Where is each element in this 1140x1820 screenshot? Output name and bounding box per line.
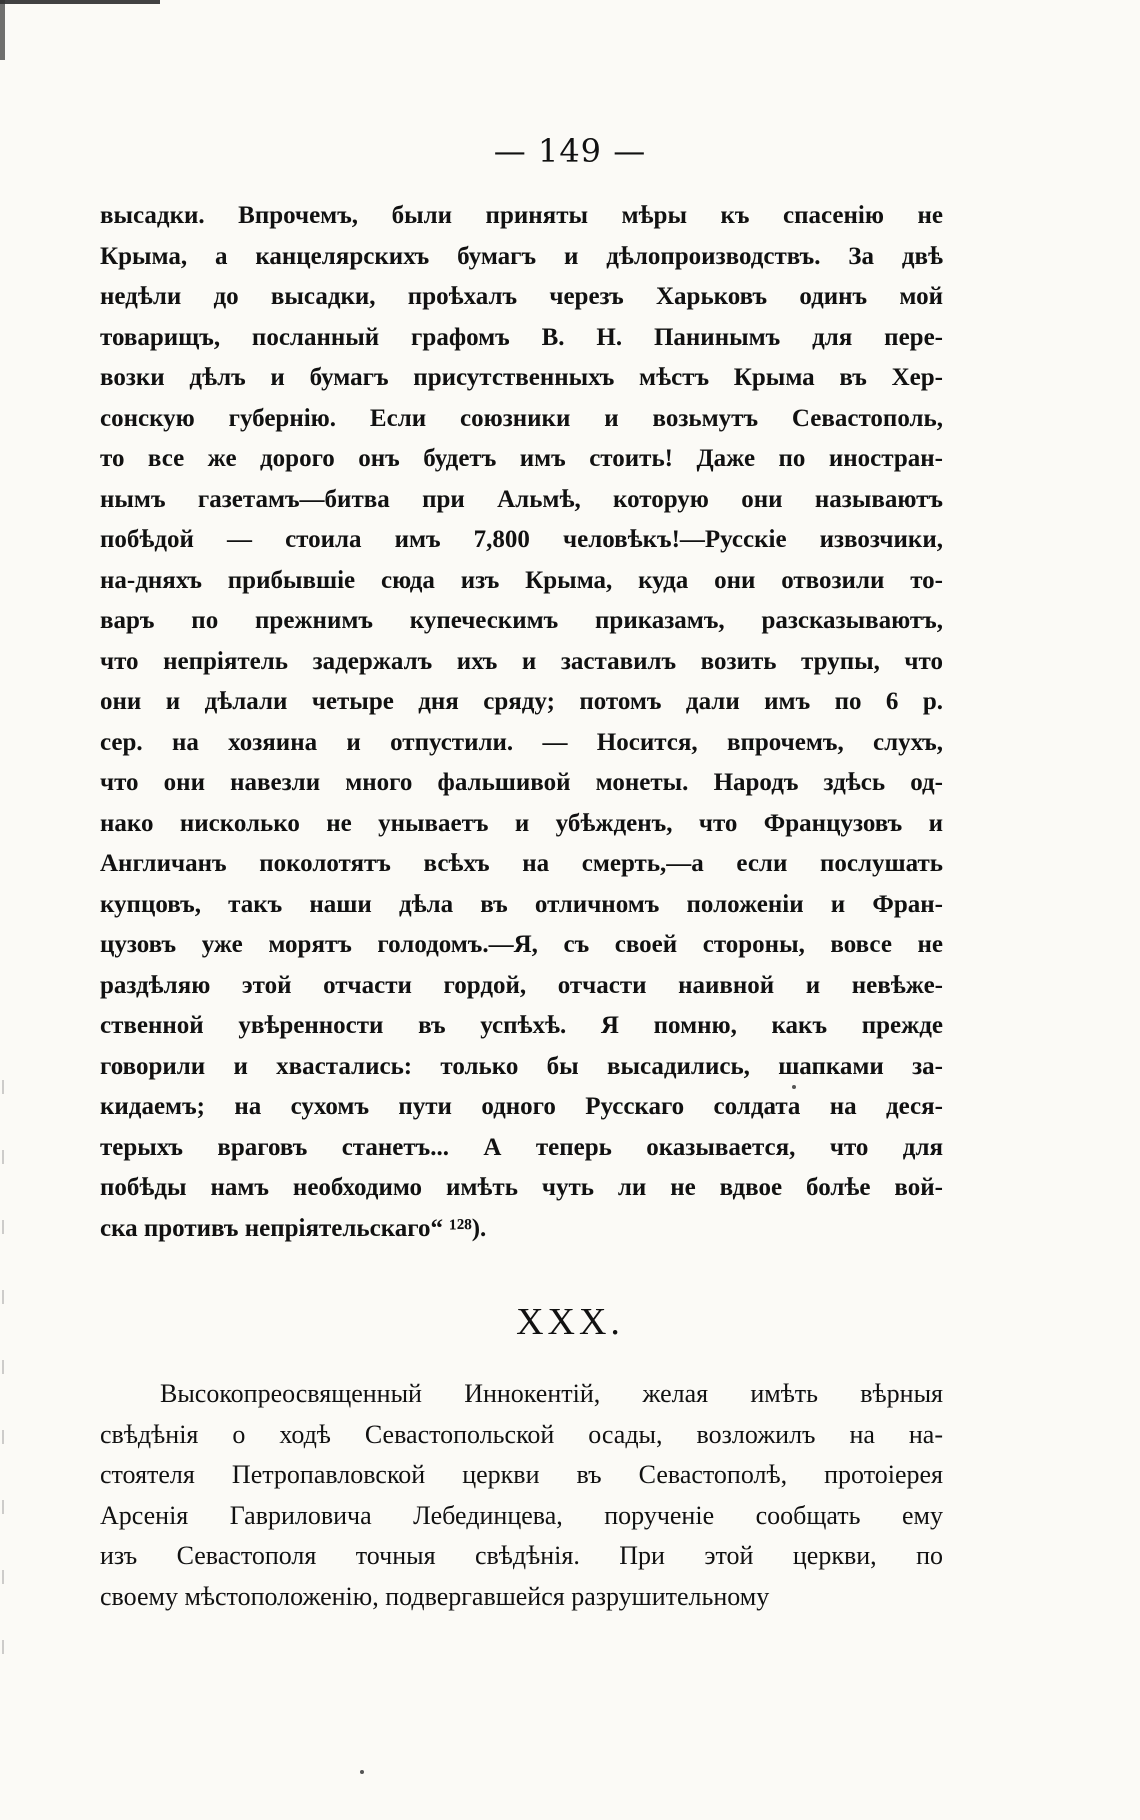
- scan-artifact-top: [0, 0, 160, 14]
- text-line: нако нисколько не унываетъ и убѣжденъ, что Французовъ и: [100, 809, 943, 837]
- text-line: что непріятель задержалъ ихъ и заставилъ возить трупы, что: [100, 647, 943, 675]
- text-line: возки дѣлъ и бумагъ присутственныхъ мѣстъ Крыма въ Хер-: [100, 364, 943, 391]
- paragraph-2: [100, 1374, 943, 1617]
- text-line: свѣдѣнія о ходѣ Севастопольской осады, возложилъ на на-: [100, 1419, 943, 1449]
- text-line: терыхъ враговъ станетъ... А теперь оказывается, что для: [100, 1133, 943, 1161]
- paragraph-1: [100, 196, 943, 1249]
- text-line: Крыма, а канцелярскихъ бумагъ и дѣлопроизводствъ. За двѣ: [100, 242, 943, 270]
- text-line: ственной увѣренности въ успѣхѣ. Я помню, какъ прежде: [100, 1012, 943, 1039]
- scan-artifact-left: [0, 0, 5, 60]
- text-line: побѣды намъ необходимо имѣть чуть ли не вдвое болѣе вой-: [100, 1174, 943, 1201]
- page-number: — 149 —: [493, 132, 647, 170]
- text-line: недѣли до высадки, проѣхалъ черезъ Харьковъ одинъ мой: [100, 283, 943, 310]
- text-line: говорили и хвастались: только бы высадились, шапками за-: [100, 1052, 943, 1080]
- text-line: стоятеля Петропавловской церкви въ Севастополѣ, протоіерея: [100, 1460, 943, 1489]
- text-line: своему мѣстоположенію, подвергавшейся разрушительному: [100, 1581, 770, 1611]
- text-line: ска противъ непріятельскаго“ ¹²⁸).: [100, 1214, 487, 1242]
- text-line: товарищъ, посланный графомъ В. Н. Панинымъ для пере-: [100, 323, 943, 351]
- chapter-heading: XXX.: [516, 1301, 624, 1343]
- text-line: цузовъ уже морятъ голодомъ.—Я, съ своей стороны, вовсе не: [100, 931, 943, 958]
- text-line: сонскую губернію. Если союзники и возьмутъ Севастополь,: [100, 404, 943, 432]
- text-line: варъ по прежнимъ купеческимъ приказамъ, разсказываютъ,: [100, 607, 943, 634]
- text-line: то все же дорого онъ будетъ имъ стоить! Даже по иностран-: [100, 445, 943, 472]
- text-line: Англичанъ поколотятъ всѣхъ на смерть,—а если послушать: [100, 850, 943, 877]
- text-line: побѣдой — стоила имъ 7,800 человѣкъ!—Русскіе извозчики,: [100, 526, 943, 553]
- text-line: Высокопреосвященный Иннокентій, желая имѣть вѣрныя: [160, 1379, 943, 1408]
- text-line: изъ Севастополя точныя свѣдѣнія. При этой церкви, по: [100, 1541, 943, 1570]
- scan-artifact-edge: [2, 1080, 4, 1680]
- text-line: высадки. Впрочемъ, были приняты мѣры къ спасенію не: [100, 202, 943, 229]
- text-line: купцовъ, такъ наши дѣла въ отличномъ положеніи и Фран-: [100, 890, 943, 918]
- text-line: раздѣляю этой отчасти гордой, отчасти наивной и невѣже-: [100, 971, 943, 999]
- scan-speck: [792, 1085, 796, 1089]
- text-line: сер. на хозяина и отпустили. — Носится, впрочемъ, слухъ,: [100, 728, 943, 756]
- text-line: кидаемъ; на сухомъ пути одного Русскаго солдата на деся-: [100, 1093, 943, 1120]
- scan-speck: [360, 1770, 364, 1774]
- text-line: они и дѣлали четыре дня сряду; потомъ дали имъ по 6 р.: [100, 688, 943, 715]
- text-line: на-дняхъ прибывшіе сюда изъ Крыма, куда они отвозили то-: [100, 566, 943, 594]
- text-line: что они навезли много фальшивой монеты. Народъ здѣсь од-: [100, 769, 943, 796]
- text-line: Арсенія Гавриловича Лебединцева, порученіе сообщать ему: [100, 1500, 943, 1530]
- text-line: нымъ газетамъ—битва при Альмѣ, которую они называютъ: [100, 485, 943, 513]
